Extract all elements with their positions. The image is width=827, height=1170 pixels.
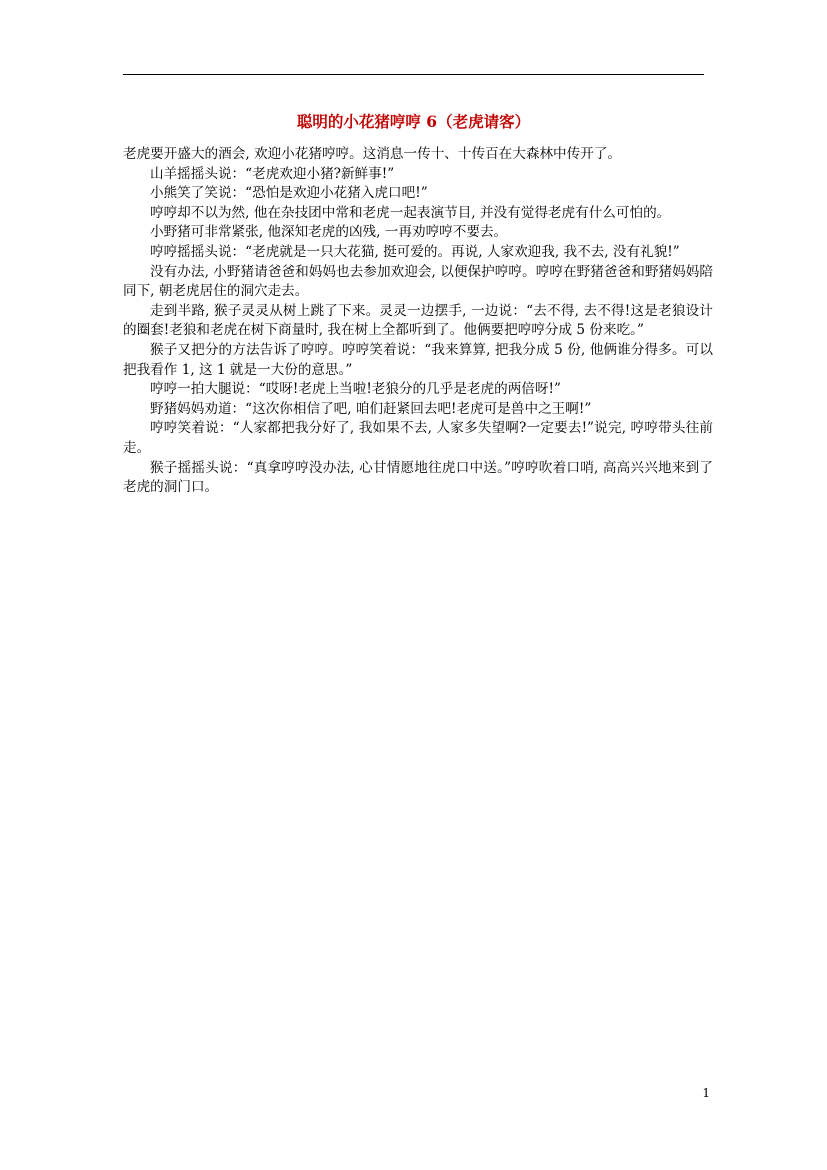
paragraph-1: 老虎要开盛大的酒会, 欢迎小花猪哼哼。这消息一传十、十传百在大森林中传开了。 — [123, 146, 622, 162]
page-number: 1 — [702, 1086, 710, 1100]
document-title: 聪明的小花猪哼哼 6（老虎请客） — [296, 112, 531, 131]
paragraph-2: 山羊摇摇头说：“老虎欢迎小猪?新鲜事!” — [150, 165, 395, 182]
paragraph-3: 小熊笑了笑说：“恐怕是欢迎小花猪入虎口吧!” — [150, 185, 428, 202]
paragraph-6: 哼哼摇摇头说：“老虎就是一只大花猫, 挺可爱的。再说, 人家欢迎我, 我不去, 没有礼貌!” — [150, 243, 680, 260]
header-rule — [123, 74, 704, 75]
paragraph-7: 没有办法, 小野猪请爸爸和妈妈也去参加欢迎会, 以便保护哼哼。哼哼在野猪爸爸和野猪妈妈陪同下, 朝老虎居住的洞穴走去。 — [123, 263, 713, 300]
paragraph-10: 哼哼一拍大腿说：“哎呀!老虎上当啦!老狼分的几乎是老虎的两倍呀!” — [150, 381, 561, 398]
paragraph-9: 猴子又把分的方法告诉了哼哼。哼哼笑着说：“我来算算, 把我分成 5 份, 他俩谁分得多。可以把我看作 1, 这 1 就是一大份的意思。” — [123, 341, 713, 378]
paragraph-4: 哼哼却不以为然, 他在杂技团中常和老虎一起表演节目, 并没有觉得老虎有什么可怕的。 — [150, 204, 671, 221]
paragraph-5: 小野猪可非常紧张, 他深知老虎的凶残, 一再劝哼哼不要去。 — [150, 224, 508, 241]
paragraph-8: 走到半路, 猴子灵灵从树上跳了下来。灵灵一边摆手, 一边说：“去不得, 去不得!这是老狼设计的圈套!老狼和老虎在树下商量时, 我在树上全都听到了。他俩要把哼哼分成 5 份来吃。” — [123, 302, 713, 339]
story-body — [123, 145, 713, 498]
paragraph-11: 野猪妈妈劝道：“这次你相信了吧, 咱们赶紧回去吧!老虎可是兽中之王啊!” — [150, 400, 592, 417]
paragraph-13: 猴子摇摇头说：“真拿哼哼没办法, 心甘情愿地往虎口中送。”哼哼吹着口哨, 高高兴兴地来到了老虎的洞门口。 — [123, 459, 713, 496]
paragraph-12: 哼哼笑着说：“人家都把我分好了, 我如果不去, 人家多失望啊?一定要去!”说完, 哼哼带头往前走。 — [123, 420, 713, 456]
